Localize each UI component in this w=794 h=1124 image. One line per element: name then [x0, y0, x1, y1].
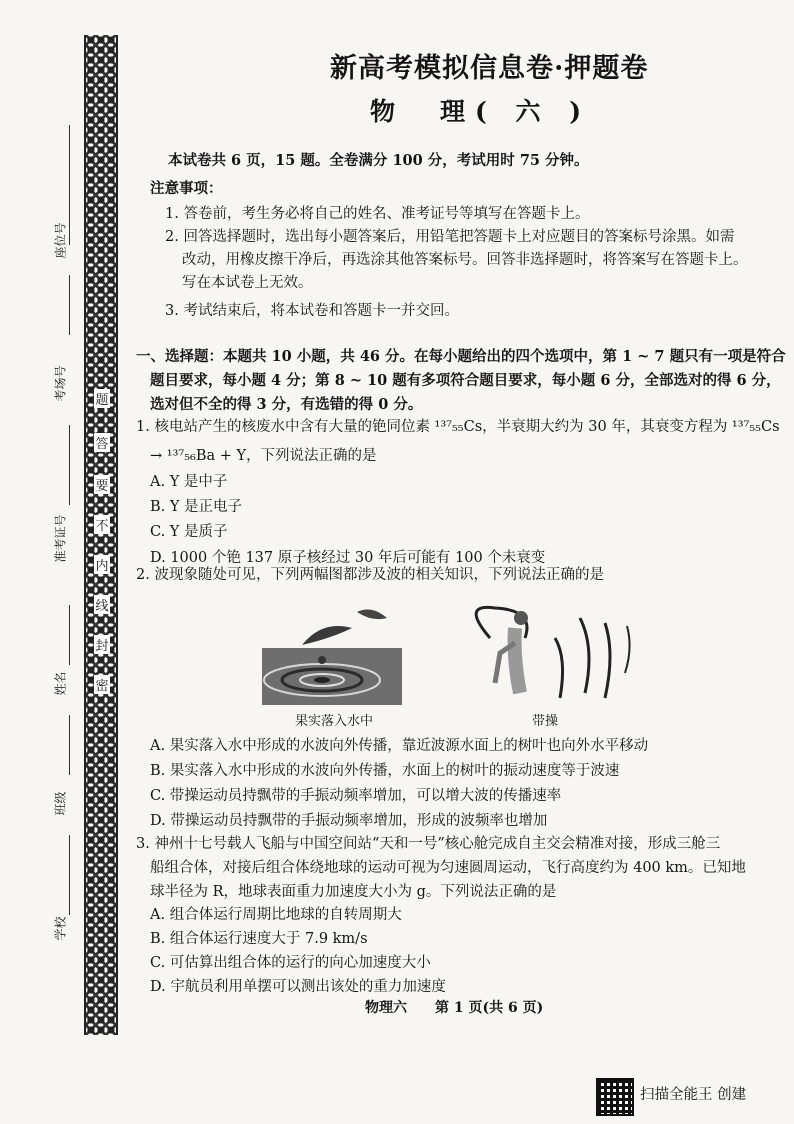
seal-char: 密 — [94, 675, 110, 694]
question-1-option: B. Y 是正电子 — [150, 499, 243, 515]
question-2-option: C. 带操运动员持飘带的手振动频率增加，可以增大波的传播速率 — [150, 788, 562, 804]
seat-number-label: 座位号 — [53, 222, 68, 259]
section-instructions: 题目要求，每小题 4 分；第 8 ~ 10 题有多项符合题目要求，每小题 6 分，全部选对的得 6 分， — [150, 372, 781, 389]
seal-char: 线 — [94, 595, 110, 614]
question-3-option: D. 宇航员利用单摆可以测出该处的重力加速度 — [150, 979, 446, 995]
qr-code-icon — [596, 1078, 634, 1116]
exam-subtitle: 物 理( 六 ) — [370, 97, 592, 126]
question-1-option: D. 1000 个铯 137 原子核经过 30 年后可能有 100 个未衰变 — [150, 550, 546, 566]
question-1-option: A. Y 是中子 — [150, 474, 228, 490]
seal-char: 要 — [94, 475, 110, 494]
seat-number-line — [69, 125, 70, 245]
caption-fruit-in-water: 果实落入水中 — [295, 714, 374, 729]
section-instructions: 一、选择题：本题共 10 小题，共 46 分。在每小题给出的四个选项中，第 1 ~ 7 题只有一项是符合 — [136, 348, 786, 365]
fruit-falling-into-water-image — [262, 600, 402, 705]
note-item: 1. 答卷前，考生务必将自己的姓名、准考证号等填写在答题卡上。 — [165, 206, 590, 222]
question-2-option: D. 带操运动员持飘带的手振动频率增加，形成的波频率也增加 — [150, 813, 548, 829]
question-3-stem: 球半径为 R，地球表面重力加速度大小为 g。下列说法正确的是 — [150, 884, 557, 900]
exam-title: 新高考模拟信息卷·押题卷 — [330, 53, 649, 84]
question-2-option: B. 果实落入水中形成的水波向外传播，水面上的树叶的振动速度等于波速 — [150, 763, 620, 779]
section-instructions: 选对但不全的得 3 分，有选错的得 0 分。 — [150, 396, 423, 413]
admission-number-line — [69, 425, 70, 505]
seal-char: 答 — [94, 433, 110, 452]
question-1-option: C. Y 是质子 — [150, 524, 228, 540]
question-2-option: A. 果实落入水中形成的水波向外传播，靠近波源水面上的树叶也向外水平移动 — [150, 738, 649, 754]
question-1-stem: 1. 核电站产生的核废水中含有大量的铯同位素 ¹³⁷₅₅Cs，半衰期大约为 30 年，其衰变方程为 ¹³⁷₅₅Cs — [136, 419, 780, 435]
seal-char: 内 — [94, 555, 110, 574]
class-line — [69, 715, 70, 775]
decorative-border-pattern — [84, 35, 118, 1035]
exam-room-line — [69, 275, 70, 335]
page-footer: 物理六 第 1 页(共 6 页) — [365, 1000, 544, 1016]
admission-number-label: 准考证号 — [53, 514, 68, 563]
notes-heading: 注意事项： — [150, 180, 223, 197]
school-label: 学校 — [53, 916, 68, 941]
seal-char: 不 — [94, 515, 110, 534]
question-1-stem: → ¹³⁷₅₆Ba + Y，下列说法正确的是 — [150, 448, 377, 464]
note-item: 2. 回答选择题时，选出每小题答案后，用铅笔把答题卡上对应题目的答案标号涂黑。如需 — [165, 229, 735, 245]
scanner-watermark: 扫描全能王 创建 — [640, 1087, 747, 1103]
question-3-option: B. 组合体运行速度大于 7.9 km/s — [150, 931, 368, 947]
question-3-option: A. 组合体运行周期比地球的自转周期大 — [150, 907, 402, 923]
name-label: 姓名 — [53, 671, 68, 696]
ribbon-gymnastics-image — [455, 598, 635, 706]
question-3-stem: 船组合体，对接后组合体绕地球的运动可视为匀速圆周运动，飞行高度约为 400 km。已知地 — [150, 860, 746, 876]
seal-char: 题 — [94, 389, 110, 408]
exam-intro: 本试卷共 6 页，15 题。全卷满分 100 分，考试用时 75 分钟。 — [168, 152, 589, 169]
question-2-stem: 2. 波现象随处可见，下列两幅图都涉及波的相关知识，下列说法正确的是 — [136, 567, 604, 583]
name-line — [69, 605, 70, 665]
note-item: 3. 考试结束后，将本试卷和答题卡一并交回。 — [165, 303, 459, 319]
binding-strip — [0, 35, 138, 1035]
school-line — [69, 835, 70, 915]
note-item: 改动，用橡皮擦干净后，再选涂其他答案标号。回答非选择题时，将答案写在答题卡上。 — [182, 252, 748, 268]
class-label: 班级 — [53, 791, 68, 816]
caption-ribbon-gymnastics: 带操 — [532, 714, 559, 729]
exam-room-label: 考场号 — [53, 365, 68, 402]
question-3-stem: 3. 神州十七号载人飞船与中国空间站“天和一号”核心舱完成自主交会精准对接，形成三舱三 — [136, 836, 721, 852]
question-3-option: C. 可估算出组合体的运行的向心加速度大小 — [150, 955, 431, 971]
seal-char: 封 — [94, 635, 110, 654]
note-item: 写在本试卷上无效。 — [182, 275, 313, 291]
